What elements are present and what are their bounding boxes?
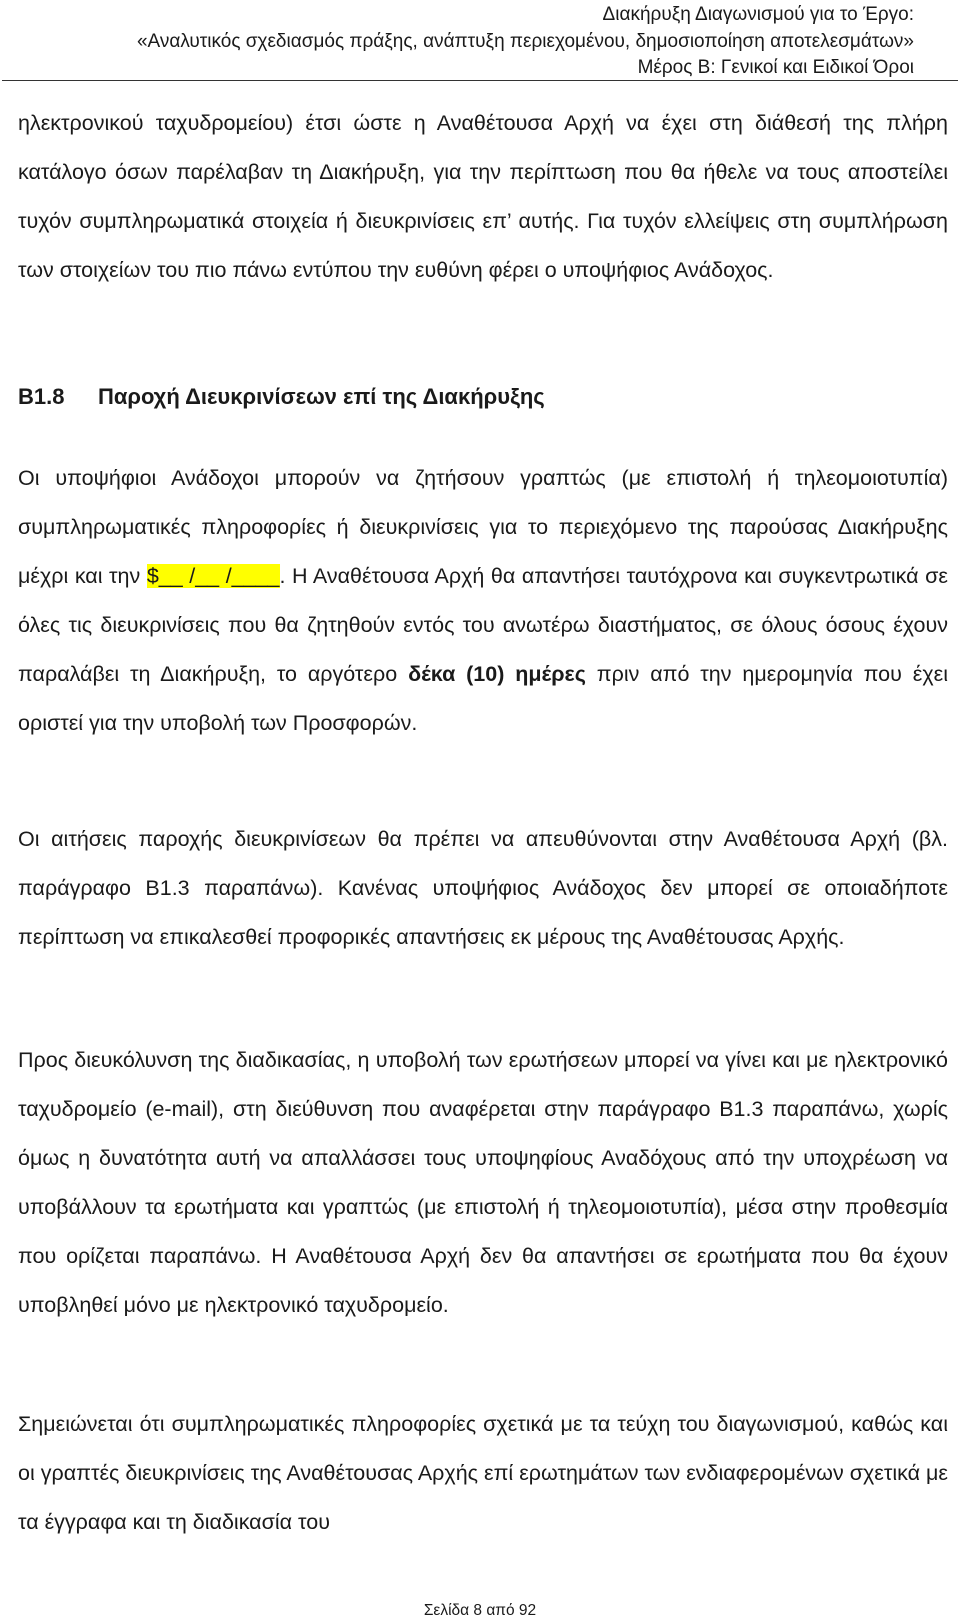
page-header — [137, 2, 914, 82]
paragraph-2: Οι αιτήσεις παροχής διευκρινίσεων θα πρέπει να απευθύνονται στην Αναθέτουσα Αρχή (βλ. παράγραφο Β1.3 παραπάνω). Κανένας υποψήφιος Ανάδοχος δεν μπορεί σε οποιαδήποτε περίπτωση να επικαλεσθεί προφορικές απαντήσεις εκ μέρους της Αναθέτουσας Αρχής. — [18, 827, 948, 949]
paragraph-1-text-a: Οι υποψήφιοι Ανάδοχοι μπορούν να ζητήσουν γραπτώς (με επιστολή ή τηλεομοιοτυπία) συμπληρωματικές πληροφορίες ή διευκρινίσεις για το περιεχόμενο της παρούσας Διακήρυξης μέχρι και την — [18, 466, 948, 588]
paragraph-4-block — [18, 1400, 948, 1547]
page-number-footer: Σελίδα 8 από 92 — [423, 1602, 537, 1619]
header-line-1: Διακήρυξη Διαγωνισμού για το Έργο: — [602, 4, 914, 25]
deadline-bold: δέκα (10) ημέρες — [408, 662, 586, 686]
paragraph-1-text-c: πριν από την ημερομηνία που έχει οριστεί για την υποβολή των Προσφορών. — [18, 662, 948, 735]
intro-block — [18, 99, 948, 295]
paragraph-3: Προς διευκόλυνση της διαδικασίας, η υποβολή των ερωτήσεων μπορεί να γίνει και με ηλεκτρονικό ταχυδρομείο (e-mail), στη διεύθυνση που αναφέρεται στην παράγραφο Β1.3 παραπάνω, χωρίς όμως η δυνατότητα αυτή να απαλλάσσει τους υποψηφίους Αναδόχους από την υποχρέωση να υποβάλλουν τα ερωτήματα και γραπτώς (με επιστολή ή τηλεομοιοτυπία), μέσα στην προθεσμία που ορίζεται παραπάνω. Η Αναθέτουσα Αρχή δεν θα απαντήσει σε ερωτήματα που θα έχουν υποβληθεί μόνο με ηλεκτρονικό ταχυδρομείο. — [18, 1048, 948, 1317]
paragraph-1 — [18, 454, 948, 748]
paragraph-1-text-b: . Η Αναθέτουσα Αρχή θα απαντήσει ταυτόχρονα και συγκεντρωτικά σε όλες τις διευκρινίσεις που θα ζητηθούν εντός του ανωτέρω διαστήματος, σε όλους όσους έχουν παραλάβει τη Διακήρυξη, το αργότερο — [18, 564, 948, 686]
header-line-3: Μέρος Β: Γενικοί και Ειδικοί Όροι — [637, 57, 914, 78]
section-number: Β1.8 — [18, 384, 65, 409]
header-divider — [2, 80, 958, 81]
paragraph-3-block — [18, 1036, 948, 1330]
paragraph-1-block — [18, 454, 948, 748]
section-title: Παροχή Διευκρινίσεων επί της Διακήρυξης — [98, 384, 545, 409]
paragraph-4: Σημειώνεται ότι συμπληρωματικές πληροφορίες σχετικά με τα τεύχη του διαγωνισμού, καθώς και οι γραπτές διευκρινίσεις της Αναθέτουσας Αρχής επί ερωτημάτων των ενδιαφερομένων σχετικά με τα έγγραφα και τη διαδικασία του — [18, 1412, 948, 1534]
intro-paragraph: ηλεκτρονικού ταχυδρομείου) έτσι ώστε η Αναθέτουσα Αρχή να έχει στη διάθεσή της πλήρη κατάλογο όσων παρέλαβαν τη Διακήρυξη, για την περίπτωση που θα ήθελε να τους αποστείλει τυχόν συμπληρωματικά στοιχεία ή διευκρινίσεις επ’ αυτής. Για τυχόν ελλείψεις στη συμπλήρωση των στοιχείων του πιο πάνω εντύπου την ευθύνη φέρει ο υποψήφιος Ανάδοχος. — [18, 111, 948, 282]
date-placeholder-highlight: $__ /__ /____ — [146, 564, 280, 588]
header-line-2: «Αναλυτικός σχεδιασμός πράξης, ανάπτυξη περιεχομένου, δημοσιοποίηση αποτελεσμάτων» — [136, 30, 914, 52]
section-heading — [18, 372, 545, 421]
paragraph-2-block — [18, 815, 948, 962]
